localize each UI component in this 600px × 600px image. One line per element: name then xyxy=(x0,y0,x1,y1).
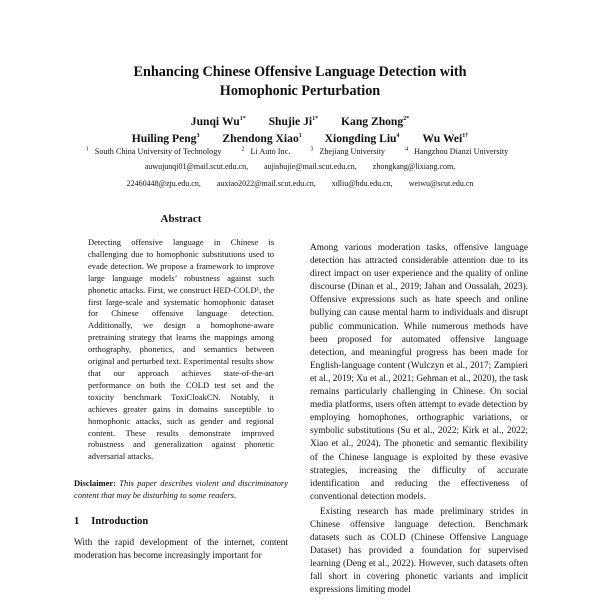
section-heading-introduction xyxy=(74,516,288,527)
email: auxiao2022@mail.scut.edu.cn, xyxy=(216,179,316,188)
author-2: Shujie $Ji^{1*}$ xyxy=(268,115,319,128)
author-7: Wu Wei$^{1\dagger}$ xyxy=(422,132,469,145)
abstract-heading: Abstract xyxy=(160,213,202,225)
affiliation-2: $^2$ Li Auto Inc. xyxy=(241,146,291,156)
email-line-1 xyxy=(0,161,600,173)
left-column xyxy=(74,205,288,563)
disclaimer-label: Disclaimer: xyxy=(74,478,117,489)
email: 22460448@zju.edu.cn, xyxy=(126,179,201,188)
email-line-2 xyxy=(0,178,600,190)
title-line-2: Homophonic Perturbation xyxy=(219,83,381,99)
author-3: Kang Zhong$^{2*}$ xyxy=(341,115,410,128)
right-column xyxy=(310,242,528,598)
intro-paragraph: With the rapid development of the internet, content moderation has become increasingly important for xyxy=(74,538,288,562)
section-title: Introduction xyxy=(91,516,149,528)
author-list xyxy=(0,113,600,147)
title-line-1: Enhancing Chinese Offensive Language Detection with xyxy=(133,64,467,80)
disclaimer-text: This paper describes violent and discriminatory content that may be disturbing to some readers. xyxy=(74,478,289,501)
section-number: 1 xyxy=(74,516,80,528)
affiliation-3: $^3$ Zhejiang University xyxy=(310,146,386,156)
email: aujishujie@mail.scut.edu.cn, xyxy=(264,162,357,171)
author-4: Huiling Peng$^3$ xyxy=(131,132,200,145)
body-paragraph-1: Among various moderation tasks, offensive language detection has attracted considerable attention due to its direct impact on user experience and the quality of online discourse (Dinan et al., 2019; Jahan and Oussalah, 2023). Offensive expressions such as hate speech and online bullying can cause mental harm to individuals and disrupt public communication. While numerous methods have been proposed for automated offensive language detection, and meaningful progress has been made for English-language content (Wulczyn et al., 2017; Zampieri et al., 2019; Xu et al., 2021; Gehman et al., 2020), the task remains particularly challenging in Chinese. On social media platforms, users often attempt to evade detection by employing homophones, orthographic variations, or symbolic substitutions (Su et al., 2022; Kirk et al., 2022; Xiao et al., 2024). The phonetic and semantic flexibility of the Chinese language is exploited by these evasive strategies, increasing the difficulty of accurate identification and reducing the effectiveness of conventional detection models. xyxy=(310,243,528,502)
email: zhongkang@lixiang.com, xyxy=(372,162,456,171)
author-1: Junqi $Wu^{1*}$ xyxy=(190,115,246,128)
email: xdliu@hdu.edu.cn, xyxy=(331,179,393,188)
affiliations xyxy=(0,146,600,158)
email: auwujunqi01@mail.scut.edu.cn, xyxy=(144,162,249,171)
abstract-text: Detecting offensive language in Chinese is challenging due to homophonic substitutions used to evade detection. We propose a framework to improve large language models’ robustness against such phonetic attacks. First, we construct HED-COLD¹, the first large-scale and systematic homophonic dataset for Chinese offensive language detection. Additionally, we design a homophone-aware pretraining strategy that learns the mappings among orthography, phonetics, and semantics between original and perturbed text. Experimental results show that our approach achieves state-of-the-art performance on both the COLD test set and the toxicity benchmark ToxiCloakCN. Notably, it achieves greater gains in domains susceptible to homophonic attacks, such as gender and regional content. These results demonstrate improved robustness and generalization against phonetic adversarial attacks. xyxy=(88,237,274,462)
author-6: Xiongding Liu$^4$ xyxy=(324,132,400,145)
author-line-2 xyxy=(0,130,600,147)
affiliation-1: $^1$ South China University of Technology xyxy=(85,146,222,156)
affiliation-4: $^4$ Hangzhou Dianzi University xyxy=(405,146,509,156)
paper-title xyxy=(0,63,600,101)
author-line-1 xyxy=(0,113,600,130)
author-5: Zhendong Xiao$^1$ xyxy=(222,132,302,145)
email: weiwu@scut.edu.cn xyxy=(408,179,474,188)
body-paragraph-2: Existing research has made preliminary strides in Chinese offensive language detection. Benchmark datasets such as COLD (Chinese Offensive Language Dataset) has provided a foundation for supervised learning (Deng et al., 2022). However, such datasets often fall short in covering phonetic variants and implicit expressions limiting model xyxy=(310,506,528,596)
disclaimer xyxy=(74,478,288,502)
